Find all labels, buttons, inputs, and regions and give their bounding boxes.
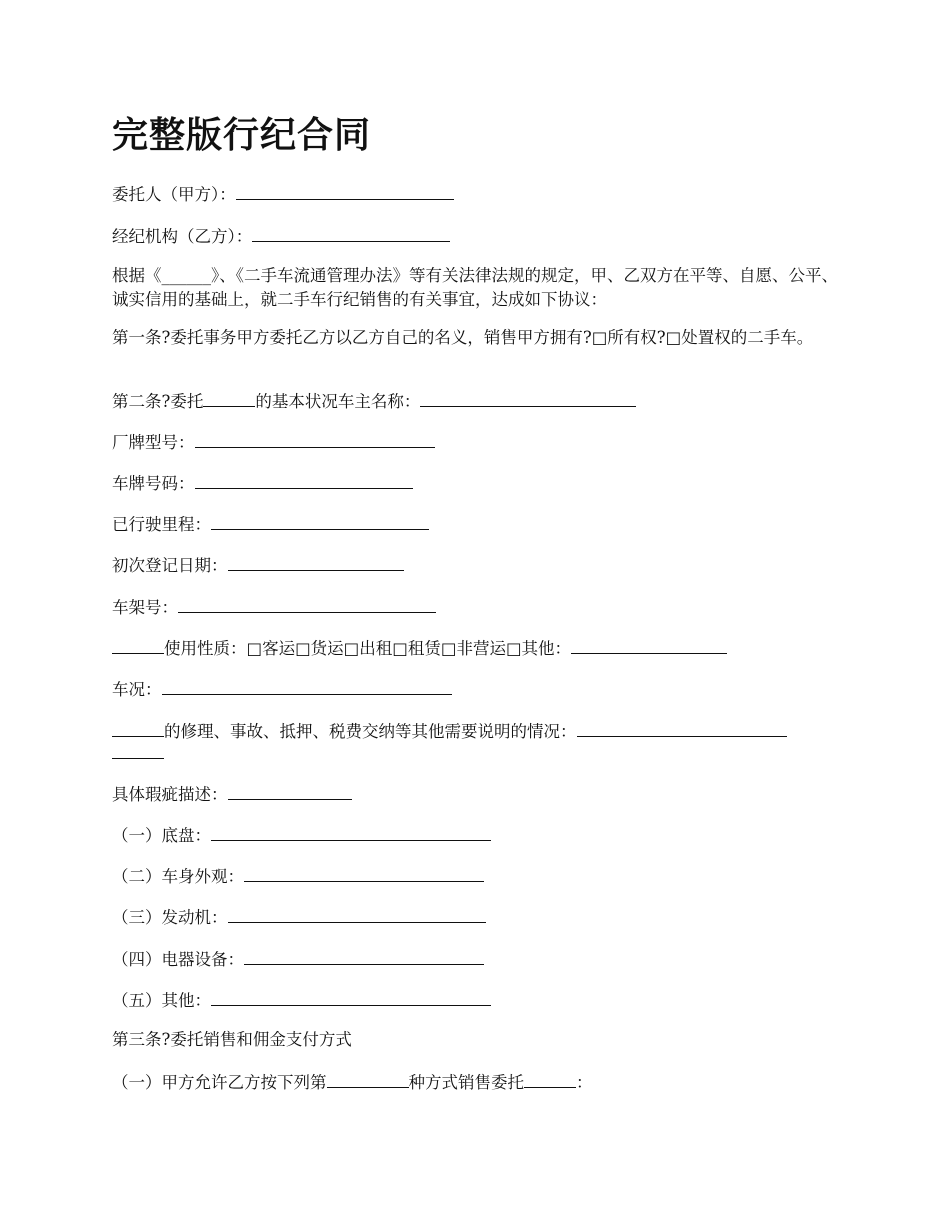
client-party-label: 委托人（甲方）： [112, 185, 236, 204]
vehicle-condition-label: 车况： [112, 680, 162, 699]
other-item-label: （五）其他： [112, 991, 211, 1010]
plate-number-line [112, 470, 842, 496]
usage-nature-label: 使用性质：□客运□货运□出租□租赁□非营运□其他： [164, 639, 572, 658]
body-exterior-blank [244, 863, 484, 882]
agency-party-label: 经纪机构（乙方）： [112, 227, 253, 246]
vin-blank [178, 594, 436, 613]
chassis-line [112, 822, 842, 848]
repair-history-blank-2 [112, 740, 164, 759]
repair-history-blank [577, 718, 787, 737]
brand-model-blank [195, 429, 435, 448]
chassis-label: （一）底盘： [112, 826, 211, 845]
article-3-item-1-prefix: （一）甲方允许乙方按下列第 [112, 1073, 327, 1092]
article-3-heading: 第三条?委托销售和佣金支付方式 [112, 1030, 352, 1049]
defect-description-line [112, 781, 842, 807]
engine-label: （三）发动机： [112, 908, 228, 927]
consignment-blank [524, 1069, 576, 1088]
first-registration-line [112, 552, 842, 578]
brand-model-line [112, 429, 842, 455]
method-number-blank [327, 1069, 409, 1088]
document-title: 完整版行纪合同 [112, 115, 372, 156]
chassis-blank [211, 822, 491, 841]
repair-history-label: 的修理、事故、抵押、税费交纳等其他需要说明的情况： [164, 722, 577, 741]
defect-description-label: 具体瑕疵描述： [112, 785, 228, 804]
article-2-blank-1 [203, 388, 255, 407]
repair-history-continuation [112, 740, 842, 766]
usage-other-blank [571, 635, 727, 654]
client-party-line [112, 181, 842, 207]
mileage-label: 已行驶里程： [112, 515, 211, 534]
article-3-item-1-mid: 种方式销售委托 [408, 1073, 524, 1092]
article-2-line [112, 388, 842, 414]
first-registration-label: 初次登记日期： [112, 556, 228, 575]
article-3-item-1-line [112, 1069, 842, 1095]
body-exterior-line [112, 863, 842, 889]
plate-number-blank [195, 470, 413, 489]
owner-name-blank [420, 388, 636, 407]
first-registration-blank [228, 552, 404, 571]
engine-blank [228, 904, 486, 923]
repair-prefix-blank [112, 718, 164, 737]
preamble-paragraph: 根据《______》、《二手车流通管理办法》等有关法律法规的规定，甲、乙双方在平等、自愿、公平、诚实信用的基础上，就二手车行纪销售的有关事宜，达成如下协议： [112, 266, 838, 309]
article-3-item-1-suffix: ： [576, 1073, 593, 1092]
electrical-line [112, 946, 842, 972]
body-exterior-label: （二）车身外观： [112, 867, 244, 886]
agency-party-blank [252, 223, 450, 242]
electrical-blank [244, 946, 484, 965]
brand-model-label: 厂牌型号： [112, 433, 195, 452]
electrical-label: （四）电器设备： [112, 950, 244, 969]
other-item-line [112, 987, 842, 1013]
plate-number-label: 车牌号码： [112, 474, 195, 493]
agency-party-line [112, 223, 842, 249]
article-1-paragraph: 第一条?委托事务甲方委托乙方以乙方自己的名义，销售甲方拥有?□所有权?□处置权的二手车。 [112, 328, 814, 347]
vehicle-condition-blank [162, 676, 452, 695]
usage-nature-line [112, 635, 842, 661]
vin-line [112, 594, 842, 620]
mileage-blank [211, 511, 429, 530]
vehicle-condition-line [112, 676, 842, 702]
other-item-blank [211, 987, 491, 1006]
vin-label: 车架号： [112, 598, 178, 617]
defect-description-blank [228, 781, 352, 800]
mileage-line [112, 511, 842, 537]
article-2-prefix: 第二条?委托 [112, 392, 204, 411]
client-party-blank [236, 181, 454, 200]
article-2-owner-label: 的基本状况车主名称： [255, 392, 421, 411]
engine-line [112, 904, 842, 930]
usage-prefix-blank [112, 635, 164, 654]
